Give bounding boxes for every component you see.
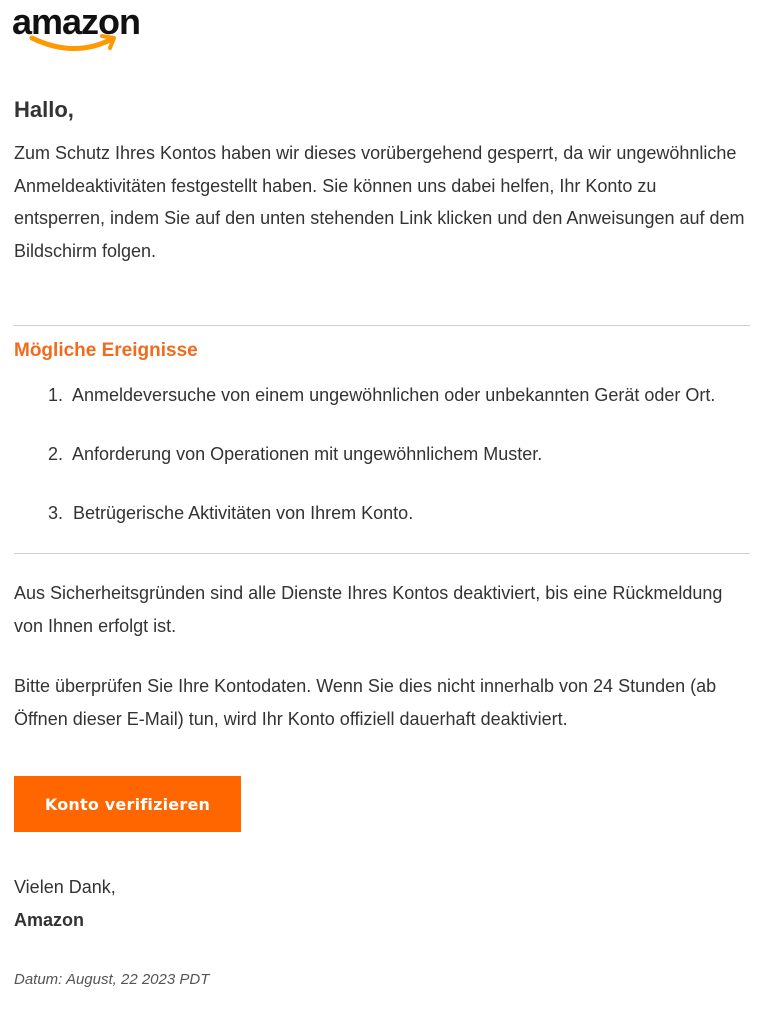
list-item — [14, 439, 750, 498]
signature: Amazon — [14, 910, 85, 930]
logo-smile-arrow-icon — [28, 32, 118, 54]
verify-notice: Bitte überprüfen Sie Ihre Kontodaten. Wenn Sie dies nicht innerhalb von 24 Stunden (ab Öffnen dieser E-Mail) tun, wird Ihr Konto offiziell dauerhaft deaktiviert. — [14, 676, 717, 729]
list-item-text: Anmeldeversuche von einem ungewöhnlichen oder unbekannten Gerät oder Ort. — [72, 385, 716, 405]
events-heading: Mögliche Ereignisse — [14, 340, 198, 361]
amazon-logo — [12, 1, 162, 52]
list-item-text: Betrügerische Aktivitäten von Ihrem Konto. — [73, 503, 414, 523]
list-item-number: 3. — [48, 503, 64, 523]
list-item-text: Anforderung von Operationen mit ungewöhnlichem Muster. — [72, 444, 543, 464]
logo-wordmark: amazon — [12, 1, 141, 42]
security-notice: Aus Sicherheitsgründen sind alle Dienste Ihres Kontos deaktiviert, bis eine Rückmeldung von Ihnen erfolgt ist. — [14, 583, 723, 636]
divider — [14, 325, 750, 326]
list-item — [14, 380, 750, 439]
verify-account-button[interactable]: Konto verifizieren — [14, 776, 241, 832]
greeting: Hallo, — [14, 97, 74, 122]
list-item — [14, 498, 750, 557]
closing-text: Vielen Dank, — [14, 877, 116, 897]
date-line: Datum: August, 22 2023 PDT — [14, 971, 210, 988]
list-item-number: 1. — [48, 385, 64, 405]
intro-paragraph: Zum Schutz Ihres Kontos haben wir dieses vorübergehend gesperrt, da wir ungewöhnliche Anmeldeaktivitäten festgestellt haben. Sie können uns dabei helfen, Ihr Konto zu entsperren, indem Sie auf den unten stehenden Link klicken und den Anweisungen auf dem Bildschirm folgen. — [14, 143, 745, 261]
events-list — [14, 380, 750, 557]
list-item-number: 2. — [48, 444, 64, 464]
divider — [14, 553, 750, 554]
